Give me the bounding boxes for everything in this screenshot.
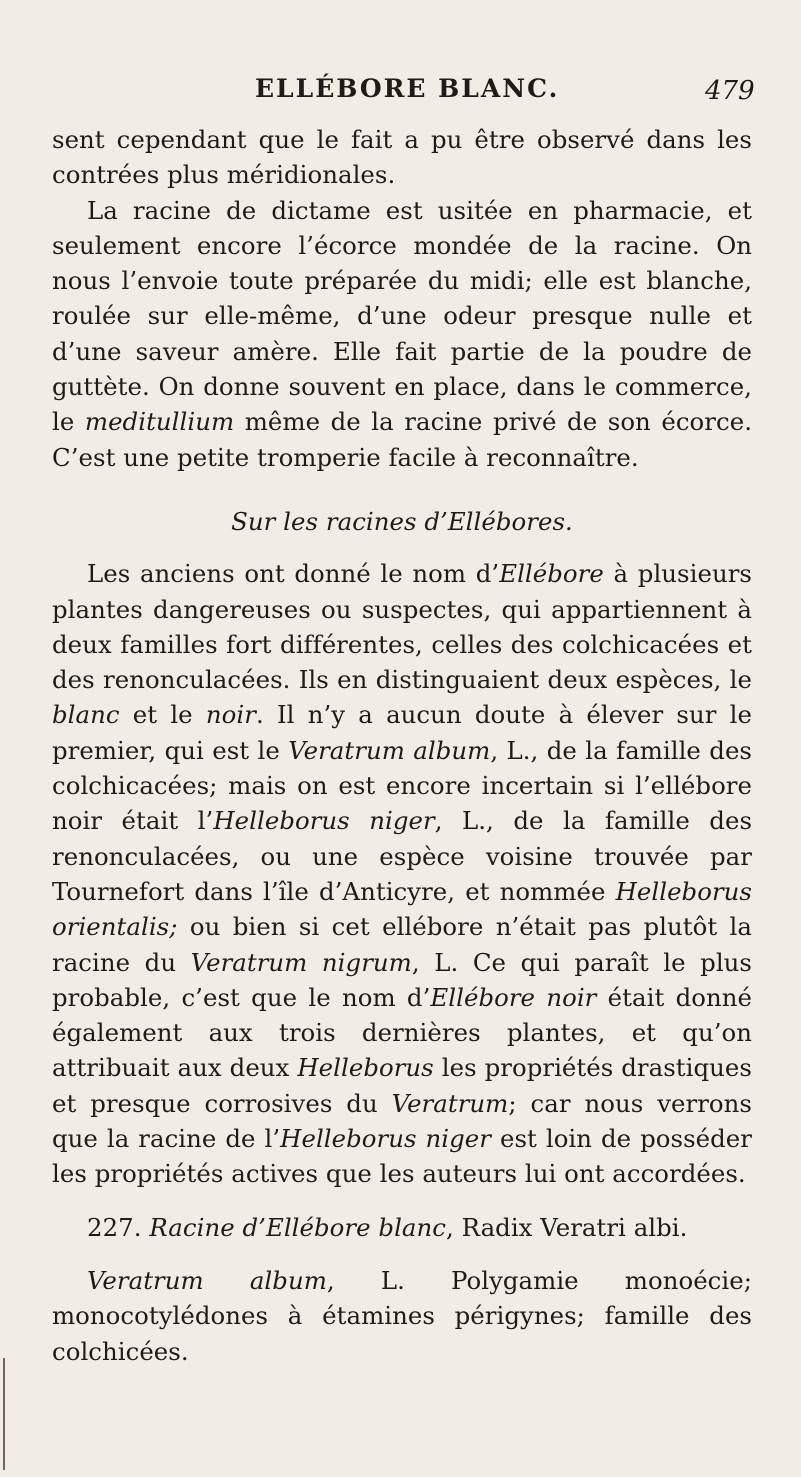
entry-latin: , Radix Veratri albi.: [445, 1212, 688, 1242]
page-header: [0, 72, 801, 112]
running-title: ELLÉBORE BLANC.: [255, 74, 560, 103]
paragraph-ellebores: Les anciens ont donné le nom d’Ellébore à plusieurs plantes dangereuses ou suspectes, qui appartiennent à deux familles fort différentes, celles des colchicacées et des renonculacées. Ils en distinguaient deux espèces, le blanc et le noir. Il n’y a aucun doute à élever sur le premier, qui est le Veratrum album, L., de la famille des colchicacées; mais on est encore incertain si l’ellébore noir était l’Helleborus niger, L., de la famille des renonculacées, ou une espèce voisine trouvée par Tournefort dans l’île d’Anticyre, et nommée Helleborus orientalis; ou bien si cet ellébore n’était pas plutôt la racine du Veratrum nigrum, L. Ce qui paraît le plus probable, c’est que le nom d’Ellébore noir était donné également aux trois dernières plantes, et qu’on attribuait aux deux Helleborus les propriétés drastiques et presque corrosives du Veratrum; car nous verrons que la racine de l’Helleborus niger est loin de posséder les propriétés actives que les auteurs lui ont accordées.: [52, 559, 753, 1189]
body-text: [52, 122, 752, 1369]
section-heading: Sur les racines d’Ellébores.: [231, 506, 573, 536]
paragraph-veratrum: Veratrum album, L. Polygamie monoécie; monocotylédones à étamines périgynes; famille des colchicées.: [52, 1265, 752, 1366]
paragraph-dictame: La racine de dictame est usitée en pharmacie, et seulement encore l’écorce mondée de la racine. On nous l’envoie toute préparée du midi; elle est blanche, roulée sur elle-même, d’une odeur presque nulle et d’une saveur amère. Elle fait partie de la poudre de guttète. On donne souvent en place, dans le commerce, le meditullium même de la racine privé de son écorce. C’est une petite tromperie facile à reconnaître.: [52, 195, 752, 472]
page-number: 479: [705, 76, 755, 106]
entry-title: Racine d’Ellébore blanc: [149, 1212, 446, 1242]
margin-mark: [3, 1358, 5, 1470]
paragraph-continuation: sent cependant que le fait a pu être observé dans les contrées plus méridionales.: [52, 125, 752, 190]
entry-number: 227.: [87, 1212, 142, 1242]
term-meditullium: meditullium: [84, 407, 235, 437]
entry-heading: [52, 1210, 752, 1245]
